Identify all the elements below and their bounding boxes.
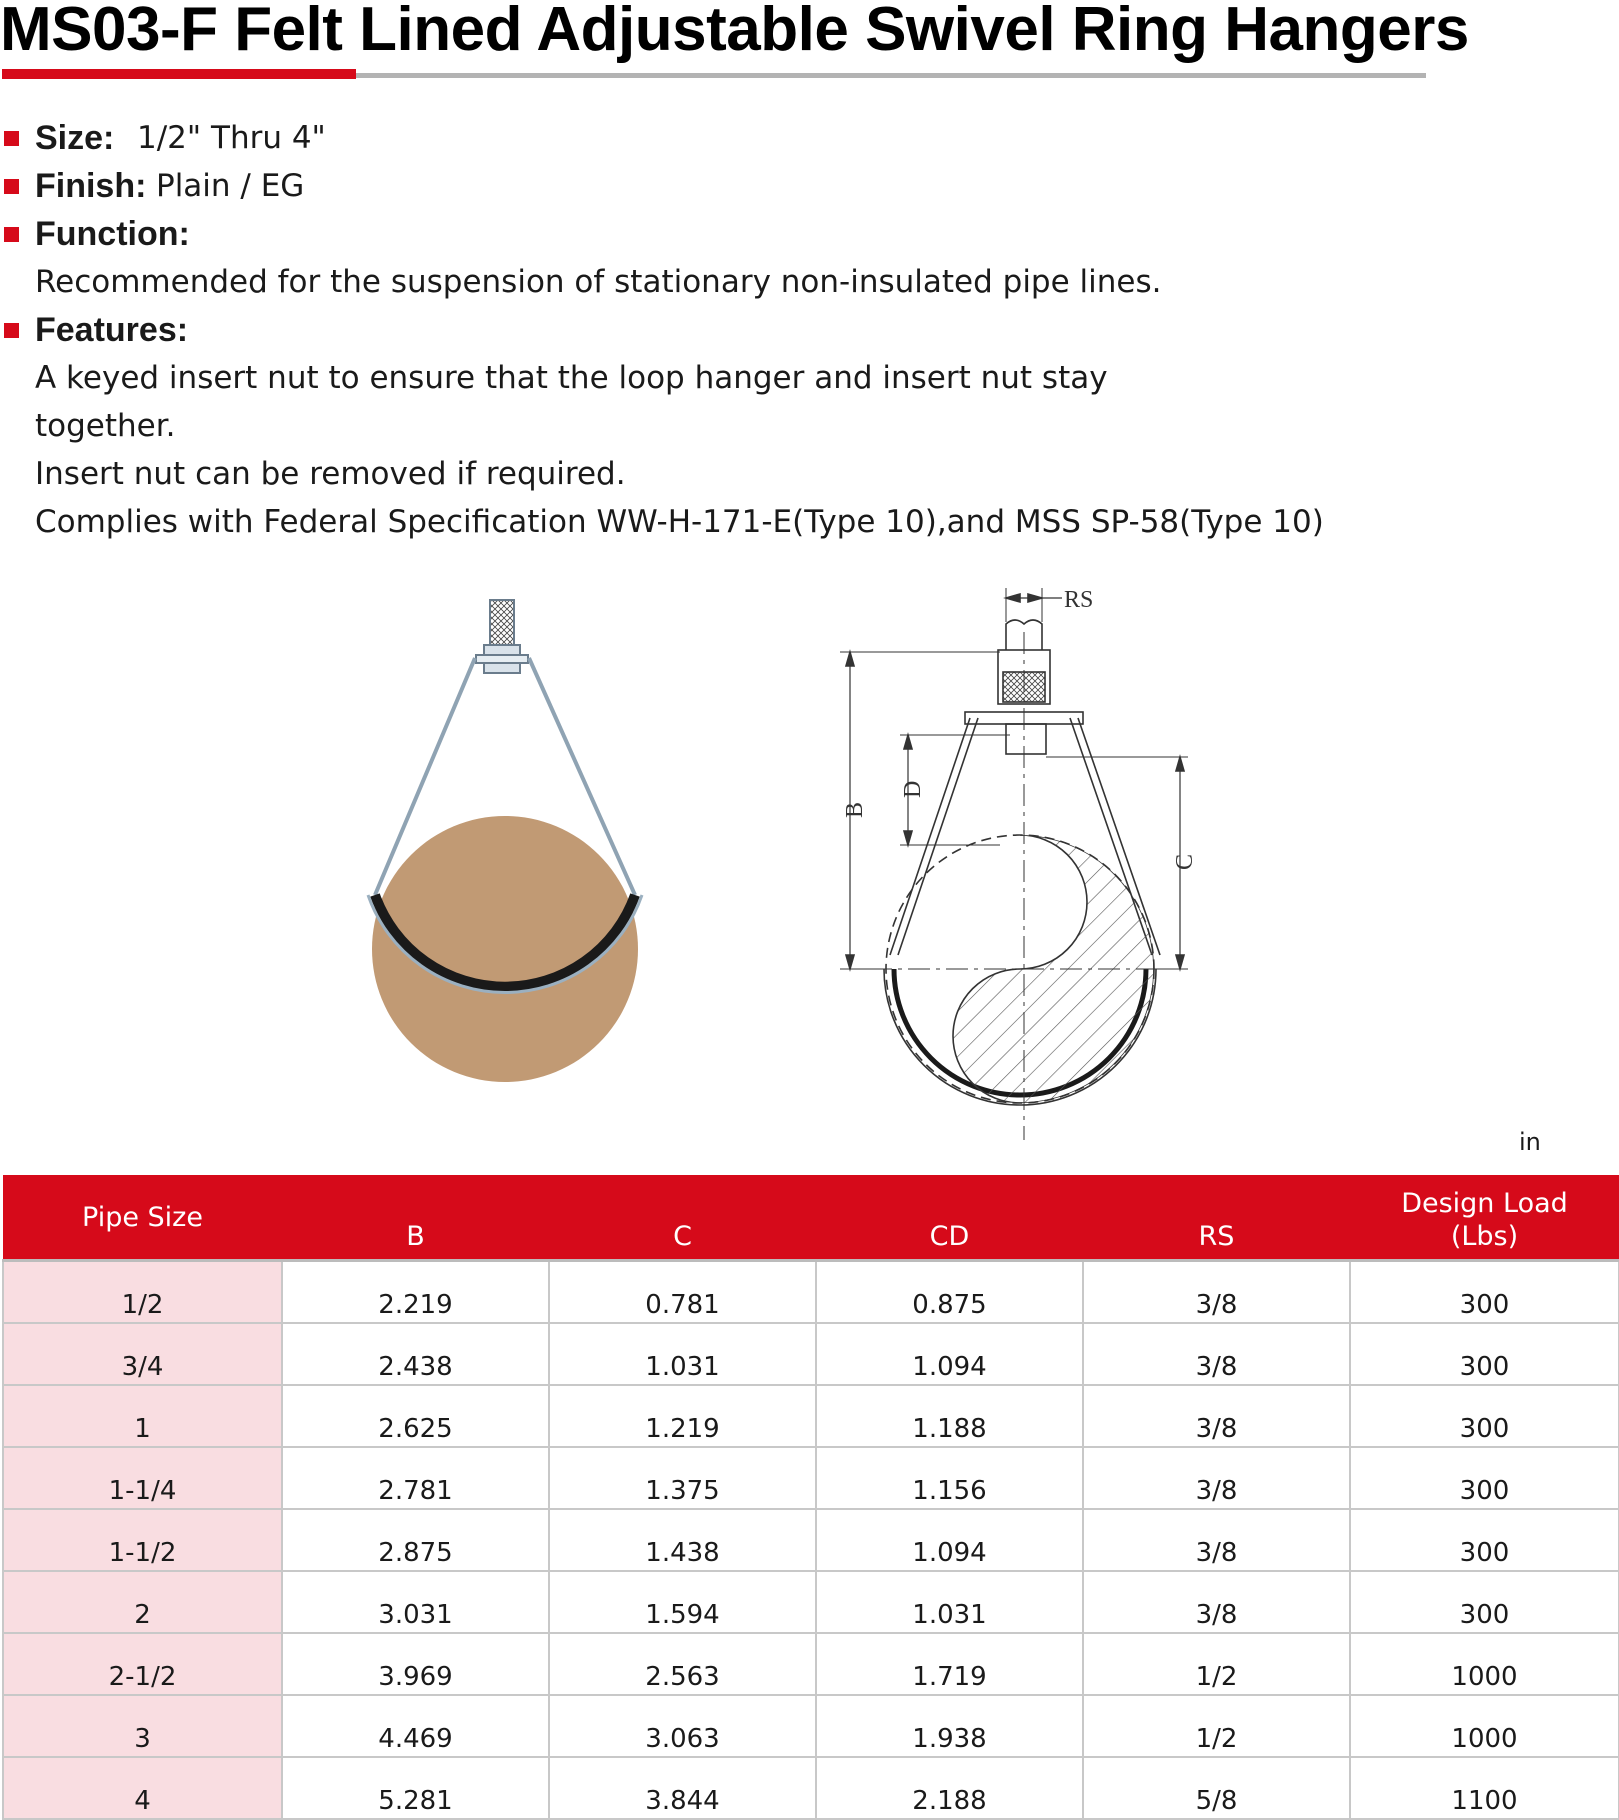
page-title: MS03-F Felt Lined Adjustable Swivel Ring Hangers xyxy=(0,0,1469,64)
table-cell: 3/4 xyxy=(3,1323,282,1385)
table-row xyxy=(3,1633,1619,1695)
feature-line: Complies with Federal Specification WW-H-171-E(Type 10),and MSS SP-58(Type 10) xyxy=(35,504,1324,540)
table-cell: 300 xyxy=(1350,1385,1619,1447)
product-diagram xyxy=(330,580,1210,1140)
bullet-icon xyxy=(4,179,19,194)
table-cell: 3/8 xyxy=(1083,1509,1350,1571)
table-cell: 5.281 xyxy=(282,1757,549,1819)
table-cell: 1.594 xyxy=(549,1571,816,1633)
title-underline-gray xyxy=(356,73,1426,78)
table-cell: 2.781 xyxy=(282,1447,549,1509)
table-cell: 2.188 xyxy=(816,1757,1083,1819)
table-row xyxy=(3,1323,1619,1385)
table-cell: 2 xyxy=(3,1571,282,1633)
col-header-rs: RS xyxy=(1083,1175,1350,1261)
table-cell: 3/8 xyxy=(1083,1261,1350,1324)
table-cell: 1.219 xyxy=(549,1385,816,1447)
spec-size xyxy=(0,114,1400,162)
function-text: Recommended for the suspension of stationary non-insulated pipe lines. xyxy=(35,264,1162,300)
table-cell: 1000 xyxy=(1350,1633,1619,1695)
table-cell: 1.719 xyxy=(816,1633,1083,1695)
table-cell: 3.063 xyxy=(549,1695,816,1757)
spec-list xyxy=(0,114,1400,546)
table-cell: 1.031 xyxy=(549,1323,816,1385)
bullet-icon xyxy=(4,227,19,242)
table-cell: 1-1/2 xyxy=(3,1509,282,1571)
table-row xyxy=(3,1571,1619,1633)
function-label: Function: xyxy=(35,215,190,253)
table-cell: 1.094 xyxy=(816,1323,1083,1385)
col-header-cd: CD xyxy=(816,1175,1083,1261)
table-cell: 3/8 xyxy=(1083,1385,1350,1447)
table-row xyxy=(3,1695,1619,1757)
hanger-illustration xyxy=(368,600,642,1082)
size-value: 1/2" Thru 4" xyxy=(137,120,326,156)
table-cell: 1.938 xyxy=(816,1695,1083,1757)
table-body xyxy=(3,1261,1619,1820)
col-header-design-load xyxy=(1350,1175,1619,1261)
table-row xyxy=(3,1509,1619,1571)
feature-line: A keyed insert nut to ensure that the loop hanger and insert nut stay xyxy=(35,360,1108,396)
finish-value: Plain / EG xyxy=(156,168,305,204)
table-row xyxy=(3,1261,1619,1324)
table-cell: 1-1/4 xyxy=(3,1447,282,1509)
table-row xyxy=(3,1385,1619,1447)
table-cell: 2.219 xyxy=(282,1261,549,1324)
finish-label: Finish: xyxy=(35,167,147,205)
feature-line: together. xyxy=(35,408,176,444)
table-cell: 1.156 xyxy=(816,1447,1083,1509)
unit-label: in xyxy=(1519,1128,1541,1156)
feature-line: Insert nut can be removed if required. xyxy=(35,456,626,492)
table-row xyxy=(3,1757,1619,1819)
size-label: Size: xyxy=(35,119,115,157)
col-header-c: C xyxy=(549,1175,816,1261)
table-cell: 1.188 xyxy=(816,1385,1083,1447)
spec-finish xyxy=(0,162,1400,210)
spec-features xyxy=(0,306,1400,354)
table-cell: 3/8 xyxy=(1083,1447,1350,1509)
rs-label: RS xyxy=(1064,587,1094,613)
spec-function xyxy=(0,210,1400,258)
table-cell: 1 xyxy=(3,1385,282,1447)
table-cell: 2.875 xyxy=(282,1509,549,1571)
table-cell: 0.781 xyxy=(549,1261,816,1324)
table-header-row xyxy=(3,1175,1619,1261)
design-load-line1: Design Load xyxy=(1401,1188,1568,1219)
table-cell: 300 xyxy=(1350,1571,1619,1633)
table-cell: 1.438 xyxy=(549,1509,816,1571)
table-cell: 1/2 xyxy=(3,1261,282,1324)
table-cell: 0.875 xyxy=(816,1261,1083,1324)
col-header-pipe-size: Pipe Size xyxy=(3,1175,282,1261)
c-label: C xyxy=(1172,853,1198,870)
table-cell: 300 xyxy=(1350,1509,1619,1571)
table-cell: 3.844 xyxy=(549,1757,816,1819)
title-underline-red xyxy=(2,69,356,79)
table-cell: 1100 xyxy=(1350,1757,1619,1819)
table-cell: 4.469 xyxy=(282,1695,549,1757)
bullet-icon xyxy=(4,323,19,338)
table-cell: 3.969 xyxy=(282,1633,549,1695)
table-cell: 2.438 xyxy=(282,1323,549,1385)
features-label: Features: xyxy=(35,311,189,349)
table-cell: 1/2 xyxy=(1083,1695,1350,1757)
table-cell: 5/8 xyxy=(1083,1757,1350,1819)
table-row xyxy=(3,1447,1619,1509)
table-cell: 3 xyxy=(3,1695,282,1757)
design-load-line2: (Lbs) xyxy=(1450,1221,1519,1252)
table-cell: 4 xyxy=(3,1757,282,1819)
table-cell: 1.375 xyxy=(549,1447,816,1509)
spec-table xyxy=(2,1175,1619,1820)
table-cell: 2.563 xyxy=(549,1633,816,1695)
table-cell: 1/2 xyxy=(1083,1633,1350,1695)
table-cell: 2-1/2 xyxy=(3,1633,282,1695)
col-header-b: B xyxy=(282,1175,549,1261)
table-cell: 3/8 xyxy=(1083,1571,1350,1633)
dimension-drawing xyxy=(840,588,1188,1140)
table-cell: 2.625 xyxy=(282,1385,549,1447)
table-cell: 1.031 xyxy=(816,1571,1083,1633)
table-cell: 1.094 xyxy=(816,1509,1083,1571)
table-cell: 3.031 xyxy=(282,1571,549,1633)
bullet-icon xyxy=(4,131,19,146)
table-cell: 300 xyxy=(1350,1447,1619,1509)
table-cell: 300 xyxy=(1350,1261,1619,1324)
table-cell: 1000 xyxy=(1350,1695,1619,1757)
b-label: B xyxy=(842,801,868,818)
table-cell: 3/8 xyxy=(1083,1323,1350,1385)
d-label: D xyxy=(900,780,926,798)
table-cell: 300 xyxy=(1350,1323,1619,1385)
